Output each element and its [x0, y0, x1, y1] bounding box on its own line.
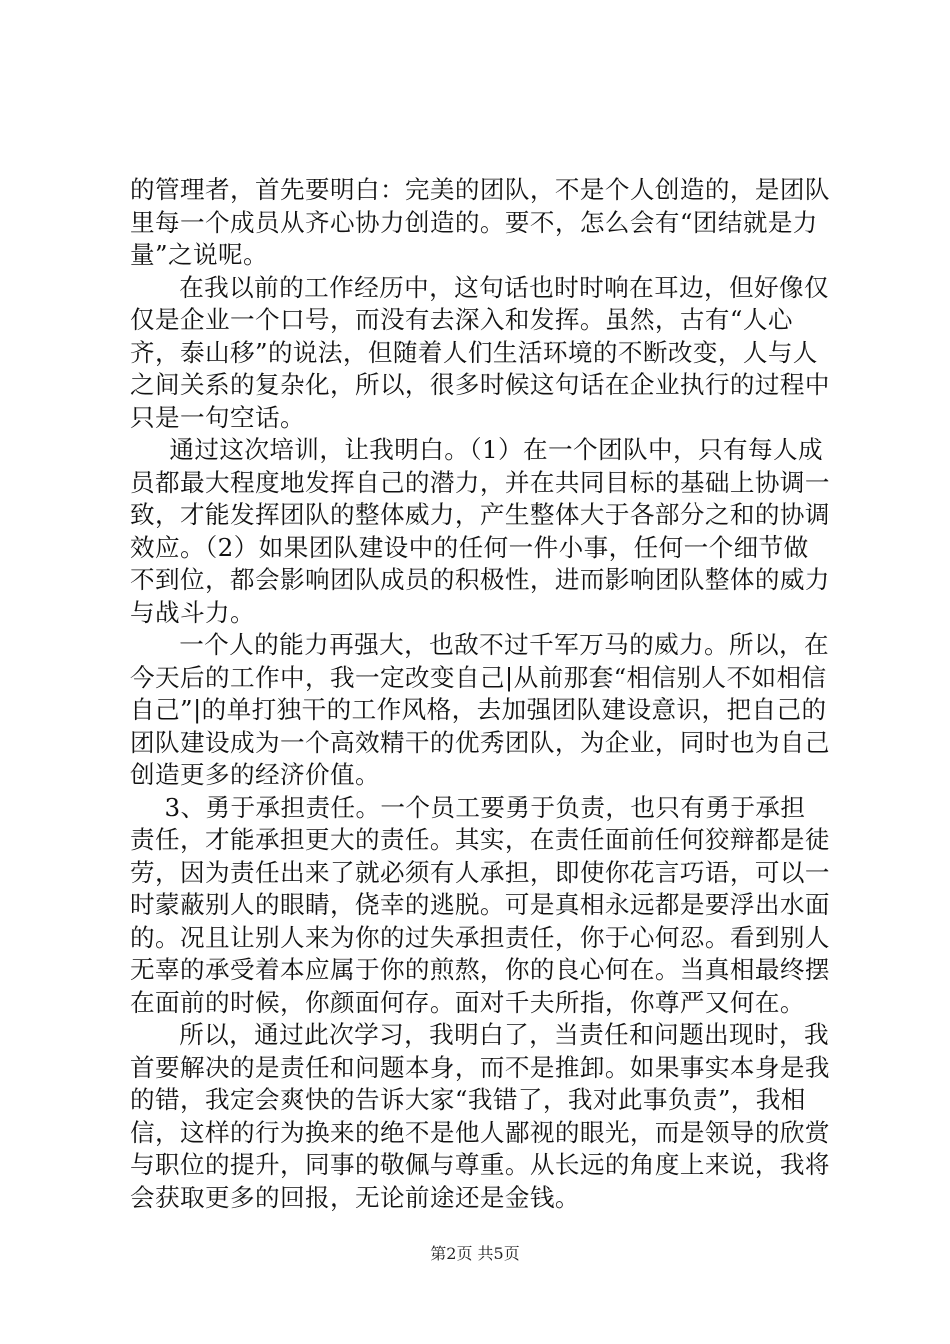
- paragraph: 3、勇于承担责任。一个员工要勇于负责，也只有勇于承担责任，才能承担更大的责任。其实，在责任面前任何狡辩都是徒劳，因为责任出来了就必须有人承担，即使你花言巧语，可以一时蒙蔽别人的眼睛，侥幸的逃脱。可是真相永远都是要浮出水面的。况且让别人来为你的过失承担责任，你于心何忍。看到别人无辜的承受着本应属于你的煎熬，你的良心何在。当真相最终摆在面前的时候，你颜面何存。面对千夫所指，你尊严又何在。: [130, 792, 830, 1017]
- paragraph: 在我以前的工作经历中，这句话也时时响在耳边，但好像仅仅是企业一个口号，而没有去深入和发挥。虽然，古有“人心齐，泰山移”的说法，但随着人们生活环境的不断改变，人与人之间关系的复杂化，所以，很多时候这句话在企业执行的过程中只是一句空话。: [130, 272, 830, 432]
- paragraph: 所以，通过此次学习，我明白了，当责任和问题出现时，我首要解决的是责任和问题本身，而不是推卸。如果事实本身是我的错，我定会爽快的告诉大家“我错了，我对此事负责”，我相信，这样的行为换来的绝不是他人鄙视的眼光，而是领导的欣赏与职位的提升，同事的敬佩与尊重。从长远的角度上来说，我将会获取更多的回报，无论前途还是金钱。: [130, 1020, 830, 1212]
- document-body: [130, 174, 830, 1214]
- paragraph: 通过这次培训，让我明白。（1）在一个团队中，只有每人成员都最大程度地发挥自己的潜力，并在共同目标的基础上协调一致，才能发挥团队的整体威力，产生整体大于各部分之和的协调效应。（2）如果团队建设中的任何一件小事，任何一个细节做不到位，都会影响团队成员的积极性，进而影响团队整体的威力与战斗力。: [130, 435, 830, 627]
- page-number-footer: 第2页 共5页: [430, 1244, 520, 1263]
- paragraph: 一个人的能力再强大，也敌不过千军万马的威力。所以，在今天后的工作中，我一定改变自己|从前那套“相信别人不如相信自己”|的单打独干的工作风格，去加强团队建设意识，把自己的团队建设成为一个高效精干的优秀团队，为企业，同时也为自己创造更多的经济价值。: [130, 630, 830, 789]
- paragraph: 的管理者，首先要明白：完美的团队，不是个人创造的，是团队里每一个成员从齐心协力创造的。要不，怎么会有“团结就是力量”之说呢。: [130, 175, 830, 269]
